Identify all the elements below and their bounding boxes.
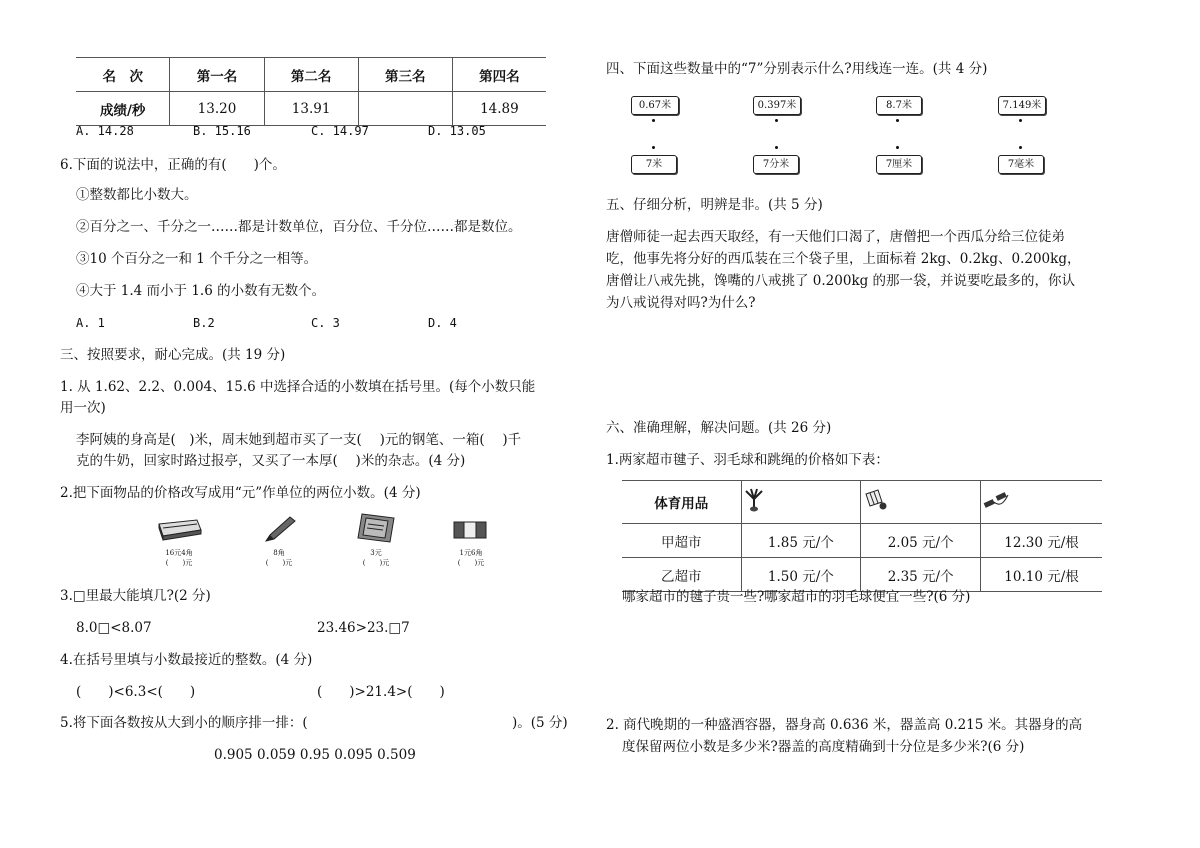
option-c: C. 3 xyxy=(311,316,340,330)
question-3-3a: 8.0□<8.07 xyxy=(76,620,152,636)
match-bottom-box: 7分米 xyxy=(753,155,799,174)
question-3-1-line1: 1. 从 1.62、2.2、0.004、15.6 中选择合适的小数填在括号里。(每个小数只能 xyxy=(60,379,536,395)
section-3-title: 三、按照要求，耐心完成。(共 19 分) xyxy=(60,347,286,363)
pencil-case-icon xyxy=(155,516,203,546)
match-dot xyxy=(775,119,778,122)
section-5-title: 五、仔细分析，明辨是非。(共 5 分) xyxy=(606,197,823,213)
match-top-box: 0.67米 xyxy=(631,96,679,115)
question-6-1-ask: 哪家超市的毽子贵一些?哪家超市的羽毛球便宜一些?(6 分) xyxy=(622,589,971,605)
paragraph-line: 为八戒说得对吗?为什么? xyxy=(606,295,756,311)
table-header-cell: 第四名 xyxy=(452,58,546,92)
question-3-4: 4.在括号里填与小数最接近的整数。(4 分) xyxy=(60,652,313,668)
question-6-2-line2: 度保留两位小数是多少米?器盖的高度精确到十分位是多少米?(6 分) xyxy=(622,739,1025,755)
match-dot xyxy=(652,119,655,122)
paragraph-line: 唐僧让八戒先挑，馋嘴的八戒挑了 0.200kg 的那一袋，并说要吃最多的，你认 xyxy=(606,273,1076,289)
question-3-4b: ( )>21.4>( ) xyxy=(317,684,445,700)
option-d: D. 13.05 xyxy=(428,124,486,138)
notebook-icon xyxy=(354,512,398,548)
question-3-3: 3.□里最大能填几?(2 分) xyxy=(60,588,211,604)
option-c: C. 14.97 xyxy=(311,124,369,138)
table-cell: 13.91 xyxy=(264,92,358,126)
option-b: B. 15.16 xyxy=(193,124,251,138)
match-bottom-box: 7米 xyxy=(631,155,677,174)
jump-rope-icon xyxy=(982,499,1012,515)
table-header-cell: 第一名 xyxy=(170,58,264,92)
question-3-5: 5.将下面各数按从大到小的顺序排一排：( xyxy=(60,715,308,731)
item-answer-blank: ( )元 xyxy=(362,559,390,567)
match-dot xyxy=(896,146,899,149)
table-row xyxy=(76,92,546,126)
option-a: A. 1 xyxy=(76,316,105,330)
table-header-cell: 第三名 xyxy=(358,58,452,92)
table-cell: 乙超市 xyxy=(622,558,741,592)
match-bottom-box: 7毫米 xyxy=(998,155,1044,174)
question-3-4a: ( )<6.3<( ) xyxy=(76,684,196,700)
match-dot xyxy=(775,146,778,149)
table-header-cell: 名 次 xyxy=(76,58,170,92)
table-row xyxy=(622,524,1102,558)
item-price-label: 1元6角 xyxy=(459,549,483,557)
table-row xyxy=(76,58,546,92)
match-top-box: 7.149米 xyxy=(998,96,1046,115)
badminton-shuttlecock-icon xyxy=(862,500,888,516)
table-row xyxy=(622,558,1102,592)
table-cell: 12.30 元/根 xyxy=(981,524,1102,558)
statement-4: ④大于 1.4 而小于 1.6 的小数有无数个。 xyxy=(76,283,326,299)
table-cell: 成绩/秒 xyxy=(76,92,170,126)
item-answer-blank: ( )元 xyxy=(265,559,293,567)
match-dot xyxy=(652,146,655,149)
question-3-5-numbers: 0.905 0.059 0.95 0.095 0.509 xyxy=(214,747,416,763)
table-row xyxy=(622,481,1102,524)
item-price-label: 3元 xyxy=(370,549,382,557)
question-3-1-line2: 用一次) xyxy=(60,400,106,416)
table-header-cell xyxy=(861,481,981,524)
statement-3: ③10 个百分之一和 1 个千分之一相等。 xyxy=(76,251,318,267)
pen-icon xyxy=(262,515,298,547)
match-bottom-box: 7厘米 xyxy=(876,155,922,174)
option-a: A. 14.28 xyxy=(76,124,134,138)
table-cell: 10.10 元/根 xyxy=(981,558,1102,592)
table-cell: 1.50 元/个 xyxy=(741,558,861,592)
paragraph-line: 唐僧师徒一起去西天取经，有一天他们口渴了，唐僧把一个西瓜分给三位徒弟 xyxy=(606,229,1065,245)
paragraph-line: 吃，他事先将分好的西瓜装在三个袋子里，上面标着 2kg、0.2kg、0.200kg， xyxy=(606,251,1081,267)
table-cell: 14.89 xyxy=(452,92,546,126)
table-cell: 13.20 xyxy=(170,92,264,126)
question-3-2: 2.把下面物品的价格改写成用“元”作单位的两位小数。(4 分) xyxy=(60,485,421,501)
question-3-3b: 23.46>23.□7 xyxy=(317,620,410,636)
section-6-title: 六、准确理解，解决问题。(共 26 分) xyxy=(606,420,832,436)
match-top-box: 8.7米 xyxy=(876,96,922,115)
item-answer-blank: ( )元 xyxy=(165,559,193,567)
table-cell: 2.05 元/个 xyxy=(861,524,981,558)
table-header-cell xyxy=(741,481,861,524)
item-answer-blank: ( )元 xyxy=(457,559,485,567)
table-header-cell: 体育用品 xyxy=(622,481,741,524)
question-6: 6.下面的说法中，正确的有( )个。 xyxy=(60,157,286,173)
table-cell: 甲超市 xyxy=(622,524,741,558)
match-top-box: 0.397米 xyxy=(753,96,801,115)
rank-table xyxy=(76,57,546,126)
item-price-label: 16元4角 xyxy=(165,549,193,557)
table-header-cell: 第二名 xyxy=(264,58,358,92)
question-3-1-body1: 李阿姨的身高是( )米，周末她到超市买了一支( )元的钢笔、一箱( )千 xyxy=(76,432,522,448)
table-cell: 1.85 元/个 xyxy=(741,524,861,558)
question-6-1: 1.两家超市毽子、羽毛球和跳绳的价格如下表： xyxy=(606,452,889,468)
match-dot xyxy=(896,119,899,122)
shuttlecock-kick-icon xyxy=(743,501,765,517)
statement-2: ②百分之一、千分之一……都是计数单位，百分位、千分位……都是数位。 xyxy=(76,219,522,235)
option-b: B.2 xyxy=(193,316,215,330)
option-d: D. 4 xyxy=(428,316,457,330)
table-header-cell xyxy=(981,481,1102,524)
question-3-5-end: )。(5 分) xyxy=(512,715,568,731)
item-price-label: 8角 xyxy=(273,549,285,557)
match-dot xyxy=(1019,146,1022,149)
table-cell xyxy=(358,92,452,126)
question-6-2-line1: 2. 商代晚期的一种盛酒容器，器身高 0.636 米，器盖高 0.215 米。其器身的高 xyxy=(606,717,1083,733)
table-cell: 2.35 元/个 xyxy=(861,558,981,592)
section-4-title: 四、下面这些数量中的“7”分别表示什么?用线连一连。(共 4 分) xyxy=(606,61,988,77)
question-3-1-body2: 克的牛奶，回家时路过报亭，又买了一本厚( )米的杂志。(4 分) xyxy=(76,453,466,469)
eraser-icon xyxy=(451,518,491,546)
price-table xyxy=(622,480,1102,592)
match-dot xyxy=(1019,119,1022,122)
statement-1: ①整数都比小数大。 xyxy=(76,187,198,203)
